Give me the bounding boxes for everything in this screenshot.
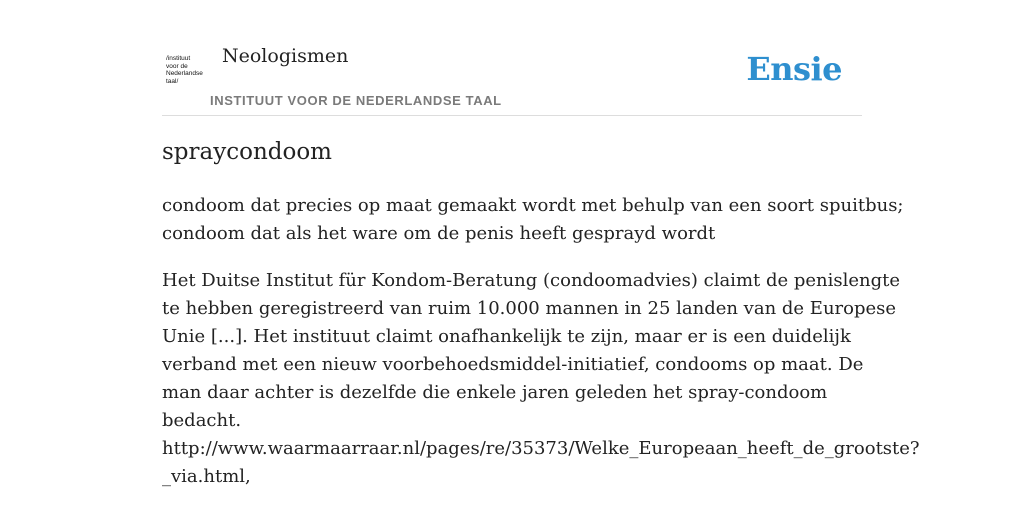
example-quote — [162, 267, 920, 491]
logo-text-line: voor de — [166, 62, 188, 70]
logo-text-line: taal/ — [166, 77, 179, 85]
example-line: bedacht. — [162, 410, 242, 431]
header-divider — [162, 115, 862, 116]
example-line: verband met een nieuw voorbehoedsmiddel-initiatief, condooms op maat. De — [162, 354, 864, 375]
institute-logo[interactable] — [166, 55, 210, 85]
example-line: te hebben geregistreerd van ruim 10.000 mannen in 25 landen van de Europese — [162, 298, 897, 319]
logo-text-line: /instituut — [166, 55, 191, 62]
logo-text-line: Nederlandse — [166, 70, 203, 77]
definition-line: condoom dat precies op maat gemaakt wordt met behulp van een soort spuitbus; — [162, 195, 904, 216]
source-url-line: http://www.waarmaarraar.nl/pages/re/35373/Welke_Europeaan_heeft_de_grootste? — [162, 438, 920, 459]
site-name[interactable]: Neologismen — [222, 45, 349, 67]
definition-line: condoom dat als het ware om de penis heeft gesprayd wordt — [162, 223, 716, 244]
institute-name: INSTITUUT VOOR DE NEDERLANDSE TAAL — [210, 93, 502, 108]
ensie-brand-logo[interactable]: Ensie — [746, 50, 842, 88]
definition — [162, 192, 904, 248]
example-line: Het Duitse Institut für Kondom-Beratung (condoomadvies) claimt de penislengte — [162, 270, 901, 291]
example-line: man daar achter is dezelfde die enkele jaren geleden het spray-condoom — [162, 382, 828, 403]
example-line: Unie [...]. Het instituut claimt onafhankelijk te zijn, maar er is een duidelijk — [162, 326, 851, 347]
page-title: spraycondoom — [162, 139, 332, 165]
source-url-line: _via.html, — [162, 466, 251, 487]
